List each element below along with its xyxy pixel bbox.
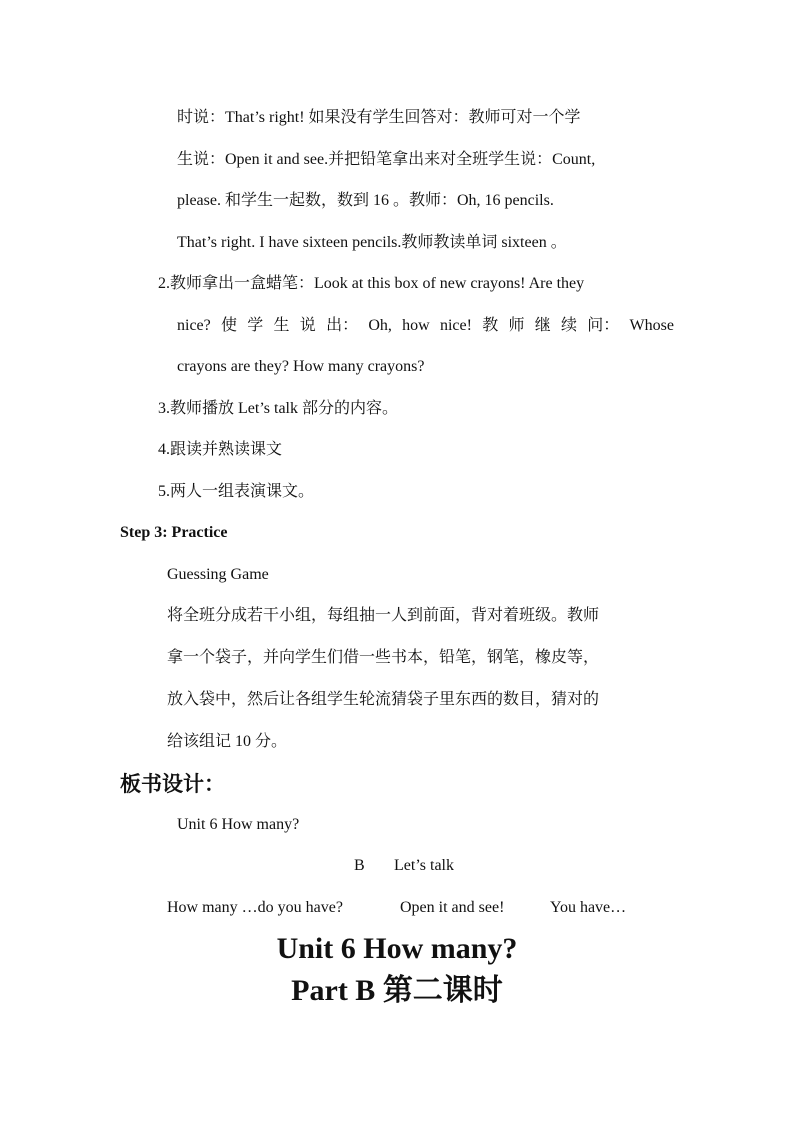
step2-item-3: 3.教师播放 Let’s talk 部分的内容。	[158, 400, 398, 417]
word: 师	[508, 317, 525, 334]
board-sentence-2: Open it and see!	[400, 899, 505, 916]
word: 教	[482, 317, 499, 334]
step3-heading: Step 3: Practice	[120, 524, 228, 541]
step3-line-4: 给该组记 10 分。	[167, 733, 288, 750]
word: 说	[299, 317, 316, 334]
word: nice!	[439, 317, 472, 334]
board-part-letter: B	[354, 857, 365, 874]
board-unit: Unit 6 How many?	[177, 816, 300, 833]
step3-line-3: 放入袋中，然后让各组学生轮流猜袋子里东西的数目，猜对的	[167, 691, 600, 708]
step2-line-1: 时说：That’s right! 如果没有学生回答对：教师可对一个学	[177, 109, 581, 126]
step2-line-3: please. 和学生一起数，数到 16 。教师：Oh, 16 pencils.	[177, 192, 554, 209]
board-part-title: Let’s talk	[394, 857, 454, 874]
word: 学	[247, 317, 264, 334]
word: 续	[560, 317, 577, 334]
step2-item-2-line-2	[177, 316, 674, 336]
word: 生	[273, 317, 290, 334]
word: 继	[534, 317, 551, 334]
word: 问：	[587, 317, 620, 334]
step2-item-5: 5.两人一组表演课文。	[158, 483, 315, 500]
game-title: Guessing Game	[167, 566, 269, 583]
board-heading: 板书设计：	[120, 772, 225, 796]
step2-item-2-line-1: 2.教师拿出一盒蜡笔：Look at this box of new crayons! Are they	[158, 275, 585, 292]
word: nice?	[177, 317, 211, 334]
word: 出：	[326, 317, 359, 334]
step3-line-1: 将全班分成若干小组，每组抽一人到前面，背对着班级。教师	[167, 607, 600, 624]
step3-line-2: 拿一个袋子，并向学生们借一些书本，铅笔，钢笔，橡皮等，	[167, 649, 600, 666]
word: Whose	[629, 317, 674, 334]
step2-line-4: That’s right. I have sixteen pencils.教师教读单词 sixteen 。	[177, 234, 567, 251]
lesson-subtitle: Part B 第二课时	[291, 974, 503, 1007]
lesson-title: Unit 6 How many?	[276, 932, 518, 965]
board-sentence-3: You have…	[550, 899, 627, 916]
word: 使	[221, 317, 238, 334]
word: how	[402, 317, 430, 334]
step2-item-4: 4.跟读并熟读课文	[158, 441, 283, 458]
step2-item-2-line-3: crayons are they? How many crayons?	[177, 358, 425, 375]
board-sentence-1: How many …do you have?	[167, 899, 343, 916]
word: Oh,	[368, 317, 392, 334]
step2-line-2: 生说：Open it and see.并把铅笔拿出来对全班学生说：Count,	[177, 151, 596, 168]
